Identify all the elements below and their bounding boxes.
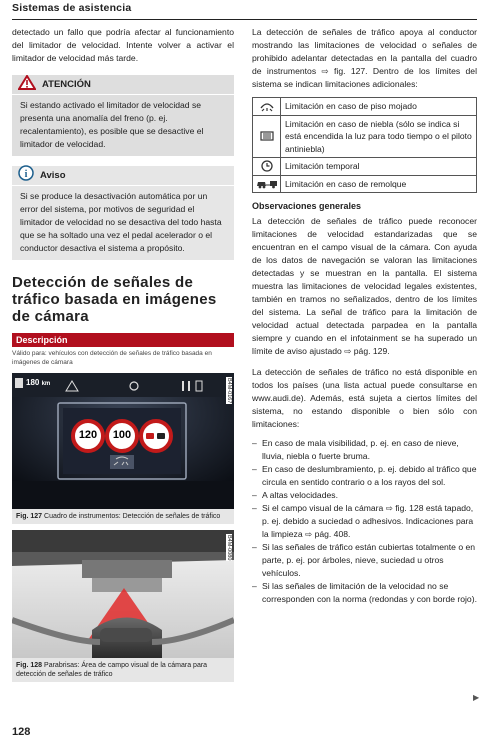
table-row [253, 158, 476, 176]
note-header [12, 166, 234, 186]
attention-title: ATENCIÓN [42, 79, 91, 90]
info-icon [18, 165, 34, 186]
figure-label: Fig. 127 [16, 513, 43, 520]
warning-triangle-icon [18, 75, 36, 95]
list-item: – Si las señales de limitación de la velocidad no se corresponden con la norma (redondas y con borde rojo). [252, 581, 477, 604]
clock-icon [253, 158, 281, 175]
right-column [252, 26, 477, 606]
page-header [12, 2, 477, 20]
list-item: – En caso de deslumbramiento, p. ej. debido al tráfico que circula en sentido contrario o a los rayos del sol. [252, 464, 477, 487]
speed-sign-120: 120 [78, 429, 98, 441]
page-number: 128 [12, 726, 31, 738]
table-cell: Limitación temporal [285, 161, 360, 171]
left-column [12, 26, 234, 682]
figure-128 [12, 530, 234, 682]
valid-for-text: Válido para: vehículos con detección de señales de tráfico basada en imágenes de cámara [12, 350, 212, 366]
speed-sign-100: 100 [112, 429, 132, 441]
general-paragraph-1: La detección de señales de tráfico puede reconocer limitaciones de velocidad estandarizadas que se encuentran en el campo visual de la cámara. Con ayuda de los datos de navegación se valoran las limitaciones detectadas y se muestran en la pantalla. El sistema muestra las limitaciones de velocidad legales existentes, también en tramos no señalizados, dentro de los límites del sistema. La señal de tráfico para la limitación de velocidad actual detectada parpadea en la pantalla siempre y cuando en el infotainment se ha superado un límite de aviso ajustado ⇨ pág. 129. [252, 216, 477, 356]
instrument-cluster-image [12, 373, 234, 509]
distance-readout: 180 km [26, 378, 51, 387]
general-paragraph-2: La detección de señales de tráfico no está disponible en todos los países (una lista actual puede consultarse en www.audi.de). Además, está sujeta a ciertos límites del sistema, no estando disponible o bien sólo con limitaciones: [252, 367, 477, 429]
figure-caption-text: Parabrisas: Área de campo visual de la cámara para detección de señales de tráfico [16, 662, 208, 678]
figure-code: B4M-0080 [226, 535, 232, 561]
trailer-icon [253, 176, 281, 193]
note-text: Si se produce la desactivación automática por un error del sistema, por motivos de seguridad el limitador de velocidad no se desactiva del todo hasta que se ha soltado una vez el pedal acelerador o el conductor desactiva el sistema a propósito. [20, 191, 222, 253]
list-item: – Si el campo visual de la cámara ⇨ fig. 128 está tapado, p. ej. debido a suciedad o adhesivos. Indicaciones para la limpieza ⇨ pág. 408. [252, 503, 474, 539]
general-title: Observaciones generales [252, 201, 362, 211]
table-cell: Limitación en caso de remolque [285, 178, 407, 189]
svg-text:i: i [24, 169, 28, 180]
list-item: – En caso de mala visibilidad, p. ej. en caso de nieve, lluvia, niebla o fuerte bruma. [252, 438, 459, 461]
fog-icon [253, 116, 281, 158]
limitations-list [252, 437, 477, 606]
section-title: Detección de señales de tráfico basada en imágenes de cámara [12, 274, 217, 325]
figure-127 [12, 373, 234, 524]
list-item: – A altas velocidades. [252, 490, 338, 500]
figure-label: Fig. 128 [16, 662, 43, 669]
table-row [253, 98, 476, 116]
attention-box [12, 75, 234, 156]
figure-code: B4M-0167 [226, 378, 232, 404]
figure-128-caption [12, 658, 234, 682]
list-item: – Si las señales de tráfico están cubiertas totalmente o en parte, p. ej. por árboles, nieve, suciedad u otros vehículos. [252, 542, 476, 578]
figure-caption-text: Cuadro de instrumentos: Detección de señales de tráfico [44, 513, 221, 520]
note-box [12, 166, 234, 260]
table-cell: Limitación en caso de piso mojado [285, 101, 417, 111]
figure-127-caption [12, 509, 234, 524]
description-bar: Descripción [12, 333, 234, 347]
intro-text: detectado un fallo que podría afectar al funcionamiento del limitador de velocidad. Intente volver a activar el limitador de velocidad más tarde. [12, 27, 234, 63]
attention-text: Si estando activado el limitador de velocidad se presenta una anomalía del freno (p. ej. recalentamiento), es posible que se desactive el limitador de velocidad. [20, 100, 204, 149]
right-intro-text: La detección de señales de tráfico apoya al conductor mostrando las limitaciones de velocidad o señales de prohibido adelantar detectadas en la pantalla del cuadro de instrumentos ⇨ fig. 127. Dentro de los límites del sistema se indican limitaciones adicionales: [252, 27, 477, 89]
next-page-arrow-icon: ▶ [473, 693, 480, 702]
windshield-camera-image [12, 530, 234, 658]
header-title: Sistemas de asistencia [12, 2, 132, 14]
note-title: Aviso [40, 170, 66, 181]
wet-road-icon [253, 98, 281, 115]
table-cell: Limitación en caso de niebla (sólo se indica si está encendida la luz para todo tiempo o el piloto antiniebla) [285, 118, 472, 154]
table-row [253, 176, 476, 193]
attention-header [12, 75, 234, 95]
table-row [253, 116, 476, 159]
limitations-table [252, 97, 477, 193]
